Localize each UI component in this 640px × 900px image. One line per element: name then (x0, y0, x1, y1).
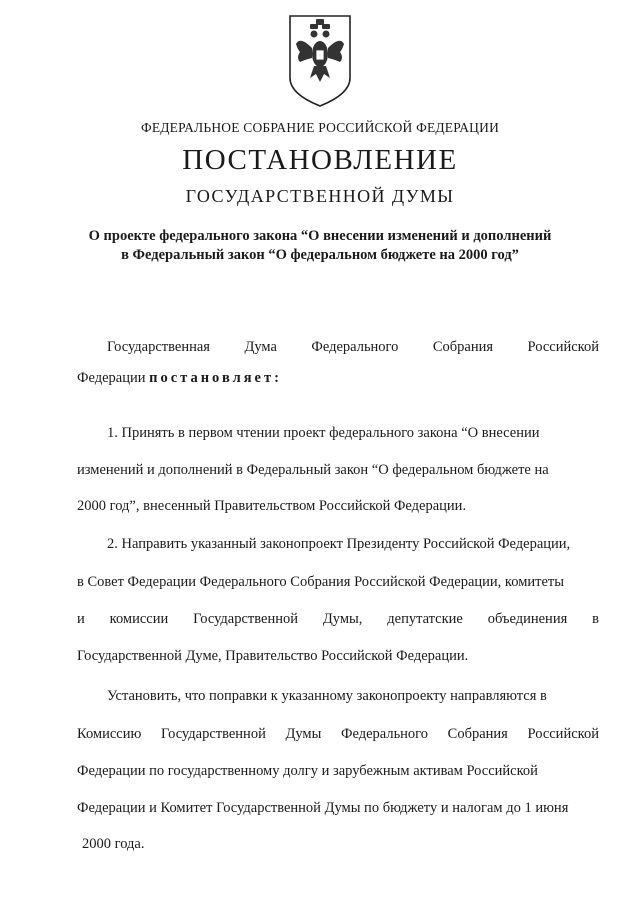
item2-line-3 (77, 611, 599, 628)
establish-line-4: Федерации и Комитет Государственной Думы по бюджету и налогам до 1 июня (77, 800, 569, 816)
subject-line-2: в Федеральный закон “О федеральном бюджете на 2000 год” (121, 247, 519, 263)
item1-line-3: 2000 год”, внесенный Правительством Российской Федерации. (77, 498, 467, 514)
organization-name: ФЕДЕРАЛЬНОЕ СОБРАНИЕ РОССИЙСКОЙ ФЕДЕРАЦИИ (140, 120, 500, 135)
item2-word: Думы, (322, 611, 363, 627)
preamble-line-2 (77, 370, 599, 387)
item2-word: депутатские (387, 611, 463, 627)
decides-word: постановляет: (149, 370, 282, 386)
item2-line-4: Государственной Думе, Правительство Российской Федерации. (77, 648, 469, 664)
item1-line-2: изменений и дополнений в Федеральный закон “О федеральном бюджете на (77, 462, 549, 478)
establish-line-2 (77, 726, 599, 743)
establish-line-3: Федерации по государственному долгу и зарубежным активам Российской (77, 763, 538, 779)
establish-word: Российской (527, 726, 599, 742)
preamble-word: Российской (527, 339, 599, 355)
document-title: ПОСТАНОВЛЕНИЕ (182, 144, 458, 176)
establish-word: Государственной (160, 726, 266, 742)
item2-line-2: в Совет Федерации Федерального Собрания Российской Федерации, комитеты (77, 574, 564, 590)
establish-word: Думы (285, 726, 322, 742)
preamble-line-1 (77, 339, 599, 356)
item2-word: Государственной (193, 611, 298, 627)
preamble-word: Государственная (107, 339, 210, 355)
item2-word: и (77, 611, 85, 627)
item2-word: комиссии (109, 611, 169, 627)
document-subtitle: ГОСУДАРСТВЕННОЙ ДУМЫ (185, 186, 455, 206)
establish-word: Собрания (447, 726, 508, 742)
subject-line-1: О проекте федерального закона “О внесении изменений и дополнений (88, 228, 552, 244)
preamble-word: Федерального (311, 339, 399, 355)
preamble-word: Дума (244, 339, 277, 355)
preamble-word: Федерации (77, 370, 146, 386)
item1-line-1: 1. Принять в первом чтении проект федерального закона “О внесении (107, 425, 540, 441)
item2-line-1: 2. Направить указанный законопроект Президенту Российской Федерации, (107, 536, 571, 552)
establish-line-5: 2000 года. (82, 836, 145, 852)
establish-line-1: Установить, что поправки к указанному законопроекту направляются в (107, 688, 547, 704)
item2-word: в (592, 611, 599, 627)
coat-of-arms-icon (288, 14, 352, 108)
establish-word: Комиссию (77, 726, 142, 742)
preamble-word: Собрания (432, 339, 494, 355)
establish-word: Федерального (341, 726, 429, 742)
item2-word: объединения (487, 611, 568, 627)
